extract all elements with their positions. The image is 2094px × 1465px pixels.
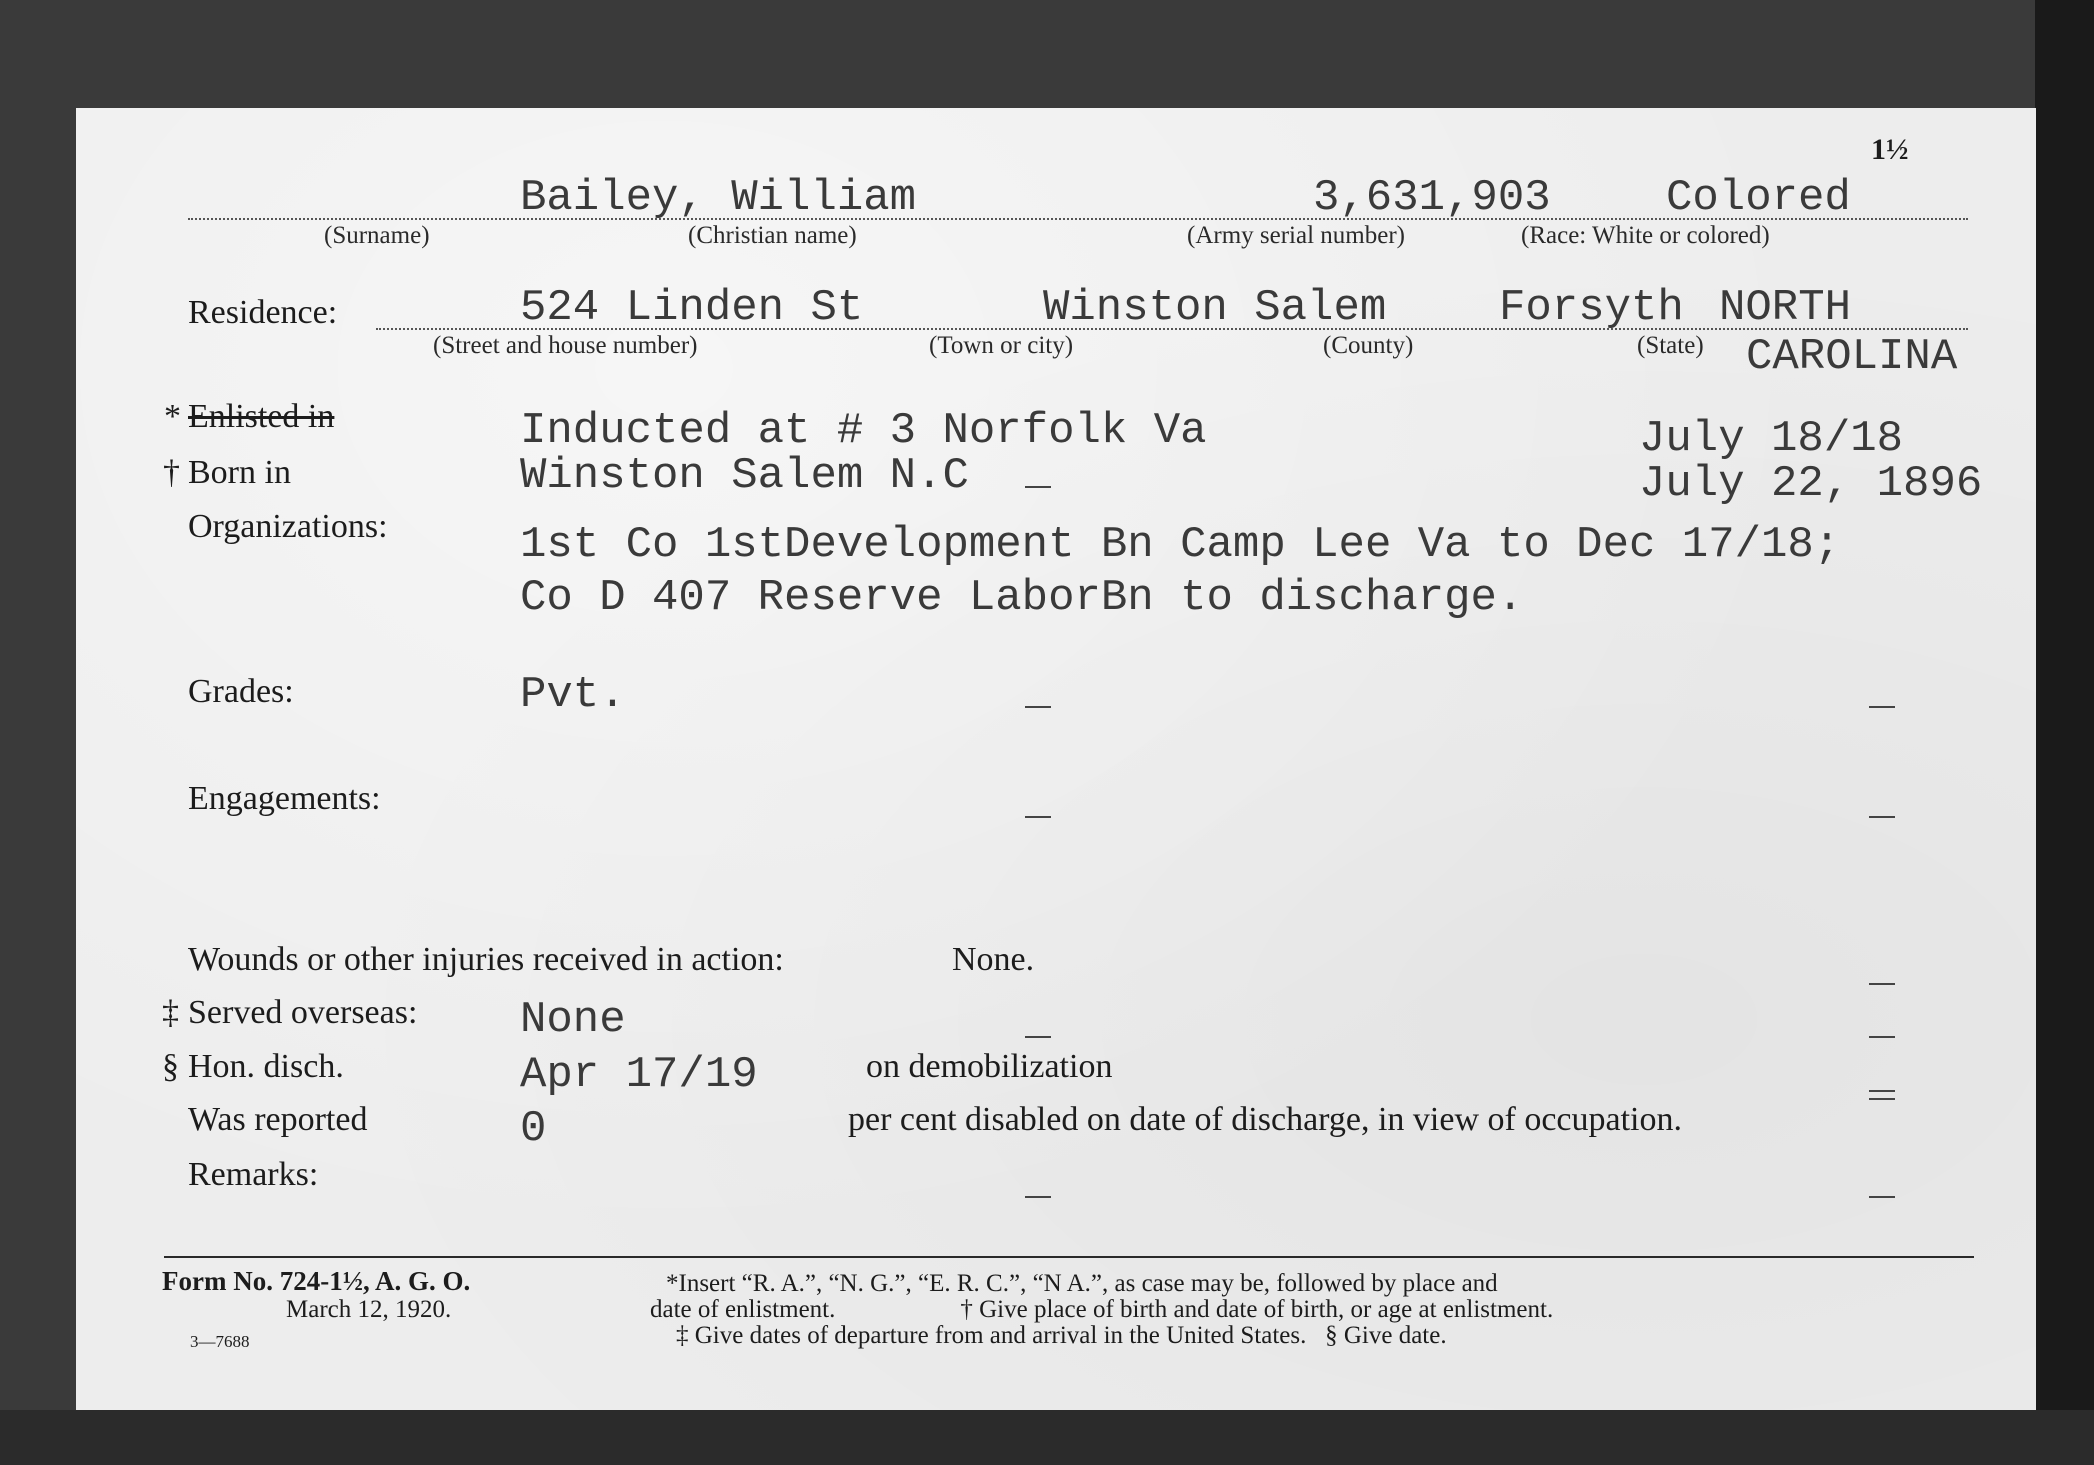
overseas-dash-end	[1869, 1036, 1895, 1038]
footnote-line2: date of enlistment. † Give place of birth and date of birth, or age at enlistment.	[650, 1296, 1554, 1323]
organizations-label: Organizations:	[188, 508, 388, 545]
race-value: Colored	[1666, 173, 1851, 223]
born-value: Winston Salem N.C	[520, 451, 969, 501]
residence-state-line2: CAROLINA	[1746, 332, 1958, 382]
born-label: Born in	[188, 454, 291, 491]
caption-serial: (Army serial number)	[1187, 222, 1405, 249]
scanner-edge-right	[2035, 0, 2094, 1465]
wounds-value: None.	[952, 941, 1035, 978]
reported-label: Was reported	[188, 1101, 368, 1138]
caption-christian-name: (Christian name)	[688, 222, 857, 249]
caption-race: (Race: White or colored)	[1521, 222, 1770, 249]
overseas-dash-mid	[1025, 1036, 1051, 1038]
corner-mark: 1½	[1871, 133, 1909, 166]
overseas-value: None	[520, 995, 626, 1045]
print-code: 3—7688	[190, 1332, 250, 1351]
scanner-edge-bottom	[0, 1410, 2094, 1465]
reported-note: per cent disabled on date of discharge, in view of occupation.	[848, 1101, 1682, 1138]
organizations-line2: Co D 407 Reserve LaborBn to discharge.	[520, 573, 1524, 623]
residence-town-value: Winston Salem	[1043, 283, 1387, 333]
born-date: July 22, 1896	[1639, 459, 1983, 509]
caption-street: (Street and house number)	[433, 332, 698, 359]
grades-dash-mid	[1025, 706, 1051, 708]
grades-value: Pvt.	[520, 670, 626, 720]
form-date: March 12, 1920.	[286, 1296, 452, 1323]
footer-rule	[164, 1256, 1974, 1258]
caption-town: (Town or city)	[929, 332, 1074, 359]
engagements-dash-mid	[1025, 816, 1051, 818]
overseas-label: Served overseas:	[188, 994, 418, 1031]
caption-county: (County)	[1323, 332, 1414, 359]
disch-dash-end	[1869, 1090, 1895, 1092]
grades-label: Grades:	[188, 673, 294, 710]
enlisted-marker: *	[164, 398, 181, 435]
organizations-line1: 1st Co 1stDevelopment Bn Camp Lee Va to Dec 17/18;	[520, 520, 1841, 570]
overseas-marker: ‡	[162, 994, 179, 1031]
residence-county-value: Forsyth	[1499, 283, 1684, 333]
remarks-label: Remarks:	[188, 1156, 319, 1193]
disch-marker: §	[162, 1048, 179, 1085]
wounds-dash-end	[1869, 983, 1895, 985]
remarks-dash-mid	[1025, 1196, 1051, 1198]
disch-note: on demobilization	[866, 1048, 1113, 1085]
serial-number-value: 3,631,903	[1313, 173, 1551, 223]
born-marker: †	[163, 454, 180, 491]
enlisted-label: Enlisted in	[188, 398, 335, 435]
footnote-line1: *Insert “R. A.”, “N. G.”, “E. R. C.”, “N A.”, as case may be, followed by place and	[666, 1270, 1498, 1297]
footnote-line3: ‡ Give dates of departure from and arrival in the United States. § Give date.	[676, 1322, 1447, 1349]
grades-dash-end	[1869, 706, 1895, 708]
engagements-label: Engagements:	[188, 780, 381, 817]
remarks-dash-end	[1869, 1196, 1895, 1198]
disch-label: Hon. disch.	[188, 1048, 344, 1085]
residence-street-value: 524 Linden St	[520, 283, 864, 333]
born-dash	[1025, 486, 1051, 488]
engagements-dash-end	[1869, 816, 1895, 818]
enlisted-value: Inducted at # 3 Norfolk Va	[520, 406, 1207, 456]
residence-label: Residence:	[188, 294, 338, 331]
residence-state-line1: NORTH	[1719, 283, 1852, 333]
reported-dash-end	[1869, 1098, 1895, 1100]
reported-value: 0	[520, 1104, 547, 1154]
form-number: Form No. 724-1½, A. G. O.	[162, 1266, 471, 1296]
enlisted-date: July 18/18	[1639, 414, 1904, 464]
caption-surname: (Surname)	[324, 222, 430, 249]
disch-value: Apr 17/19	[520, 1050, 758, 1100]
surname-value: Bailey, William	[520, 173, 917, 223]
wounds-label: Wounds or other injuries received in action:	[188, 941, 784, 978]
service-record-card	[76, 108, 2036, 1410]
caption-state: (State)	[1637, 332, 1704, 359]
